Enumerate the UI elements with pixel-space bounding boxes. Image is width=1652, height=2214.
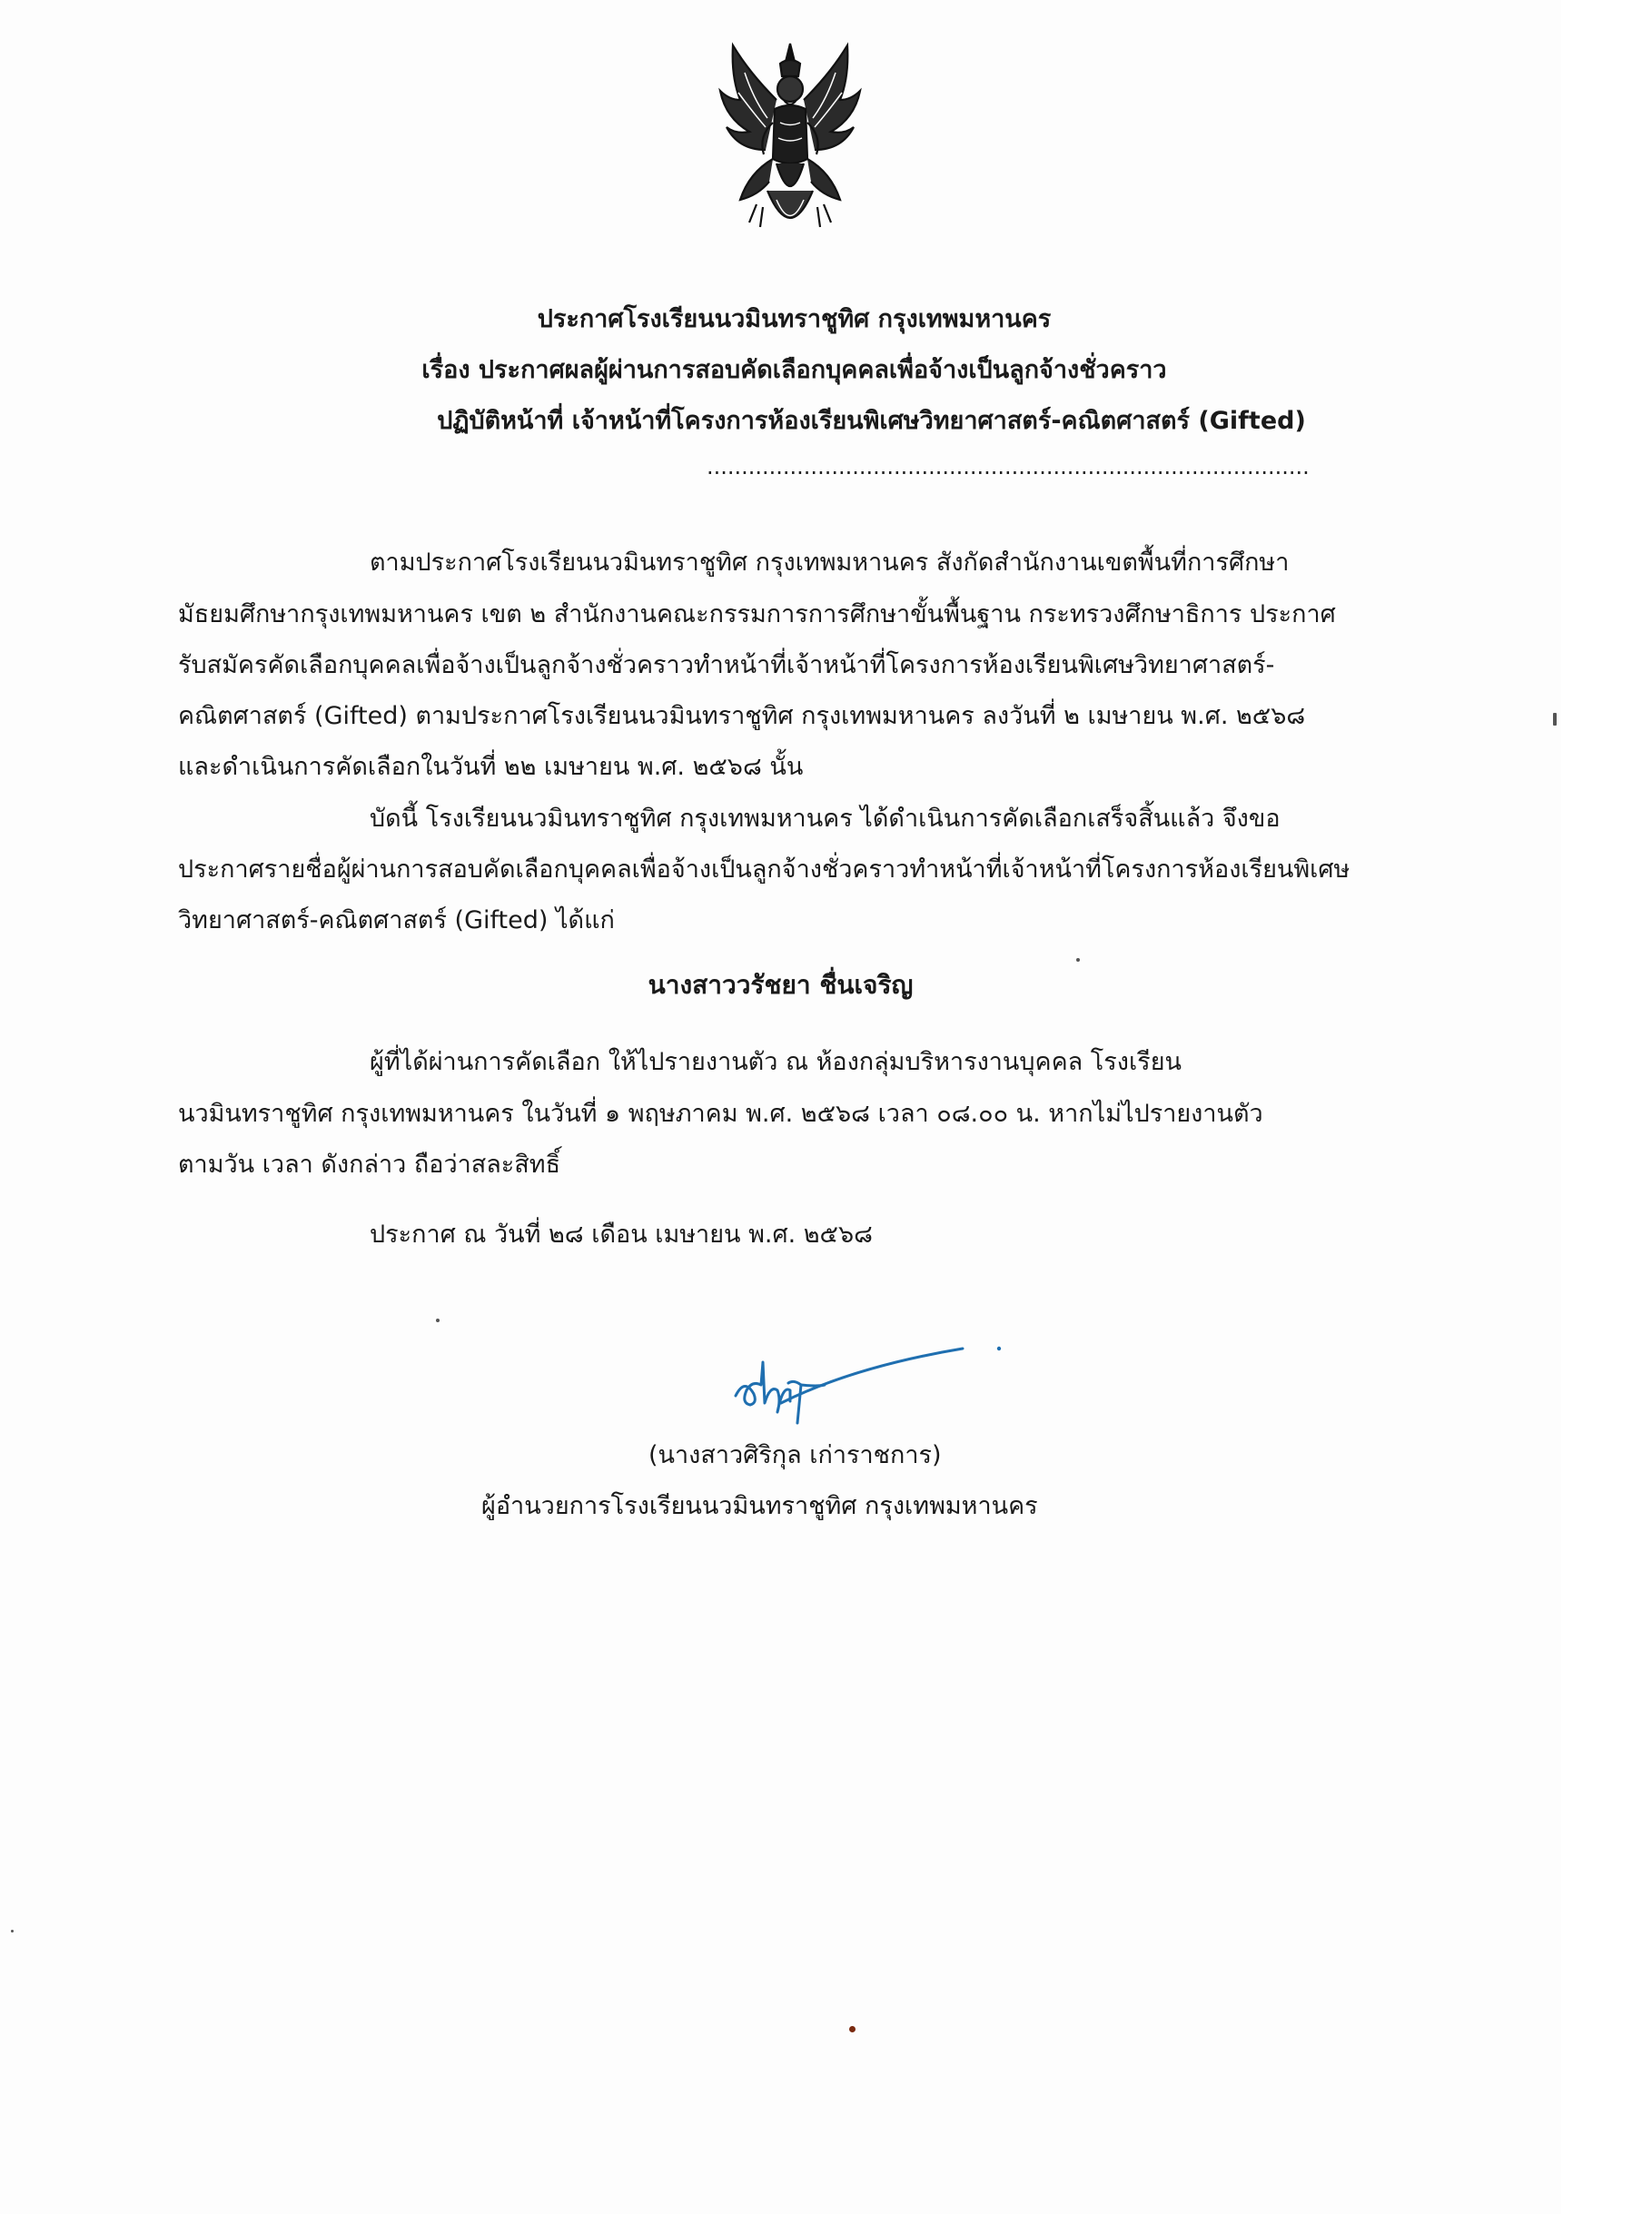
- scan-speck: [11, 1930, 14, 1932]
- scan-speck: [1553, 713, 1557, 726]
- scan-speck: [436, 1319, 440, 1322]
- signatory-position: ผู้อำนวยการโรงเรียนนวมินทราชูทิศ กรุงเทพมหานคร: [481, 1492, 1038, 1520]
- announcement-position: ปฏิบัติหน้าที่ เจ้าหน้าที่โครงการห้องเรียนพิเศษวิทยาศาสตร์-คณิตศาสตร์ (Gifted): [437, 407, 1306, 435]
- signatory-name: (นางสาวศิริกุล เก่าราชการ): [648, 1441, 942, 1469]
- announcement-title: ประกาศโรงเรียนนวมินทราชูทิศ กรุงเทพมหานคร: [537, 305, 1052, 333]
- scan-speck: [849, 2026, 856, 2032]
- announcement-date: ประกาศ ณ วันที่ ๒๘ เดือน เมษายน พ.ศ. ๒๕๖๘: [370, 1221, 873, 1249]
- selected-candidate-name: นางสาววรัชยา ชื่นเจริญ: [648, 970, 914, 1000]
- para3-line3: ตามวัน เวลา ดังกล่าว ถือว่าสละสิทธิ์: [178, 1151, 561, 1179]
- para2-line1: บัดนี้ โรงเรียนนวมินทราชูทิศ กรุงเทพมหานคร ได้ดำเนินการคัดเลือกเสร็จสิ้นแล้ว จึงขอ: [370, 805, 1281, 833]
- handwritten-signature: [717, 1330, 1017, 1430]
- para3-line1: ผู้ที่ได้ผ่านการคัดเลือก ให้ไปรายงานตัว ณ ห้องกลุ่มบริหารงานบุคคล โรงเรียน: [370, 1048, 1182, 1076]
- scan-speck: [1076, 958, 1080, 962]
- para1-line1: ตามประกาศโรงเรียนนวมินทราชูทิศ กรุงเทพมหานคร สังกัดสำนักงานเขตพื้นที่การศึกษา: [370, 549, 1290, 577]
- para1-line5: และดำเนินการคัดเลือกในวันที่ ๒๒ เมษายน พ.ศ. ๒๕๖๘ นั้น: [178, 753, 804, 781]
- para1-line4: คณิตศาสตร์ (Gifted) ตามประกาศโรงเรียนนวมินทราชูทิศ กรุงเทพมหานคร ลงวันที่ ๒ เมษายน พ.ศ. ๒๕๖๘: [178, 702, 1306, 730]
- para1-line2: มัธยมศึกษากรุงเทพมหานคร เขต ๒ สำนักงานคณะกรรมการการศึกษาขั้นพื้นฐาน กระทรวงศึกษาธิการ ประกาศ: [178, 600, 1336, 628]
- para1-line3: รับสมัครคัดเลือกบุคคลเพื่อจ้างเป็นลูกจ้างชั่วคราวทำหน้าที่เจ้าหน้าที่โครงการห้องเรียนพิเศษวิทยาศาสตร์-: [178, 651, 1275, 679]
- para2-line2: ประกาศรายชื่อผู้ผ่านการสอบคัดเลือกบุคคลเพื่อจ้างเป็นลูกจ้างชั่วคราวทำหน้าที่เจ้าหน้าที่โครงการห้องเรียนพิเศษ: [178, 855, 1350, 884]
- title-separator: .......................................................................................: [707, 454, 1310, 479]
- para3-line2: นวมินทราชูทิศ กรุงเทพมหานคร ในวันที่ ๑ พฤษภาคม พ.ศ. ๒๕๖๘ เวลา ๐๘.๐๐ น. หากไม่ไปรายงานตัว: [178, 1100, 1263, 1128]
- para2-line3: วิทยาศาสตร์-คณิตศาสตร์ (Gifted) ได้แก่: [178, 906, 615, 934]
- announcement-subject: เรื่อง ประกาศผลผู้ผ่านการสอบคัดเลือกบุคคลเพื่อจ้างเป็นลูกจ้างชั่วคราว: [421, 356, 1167, 384]
- garuda-emblem-icon: [713, 36, 867, 250]
